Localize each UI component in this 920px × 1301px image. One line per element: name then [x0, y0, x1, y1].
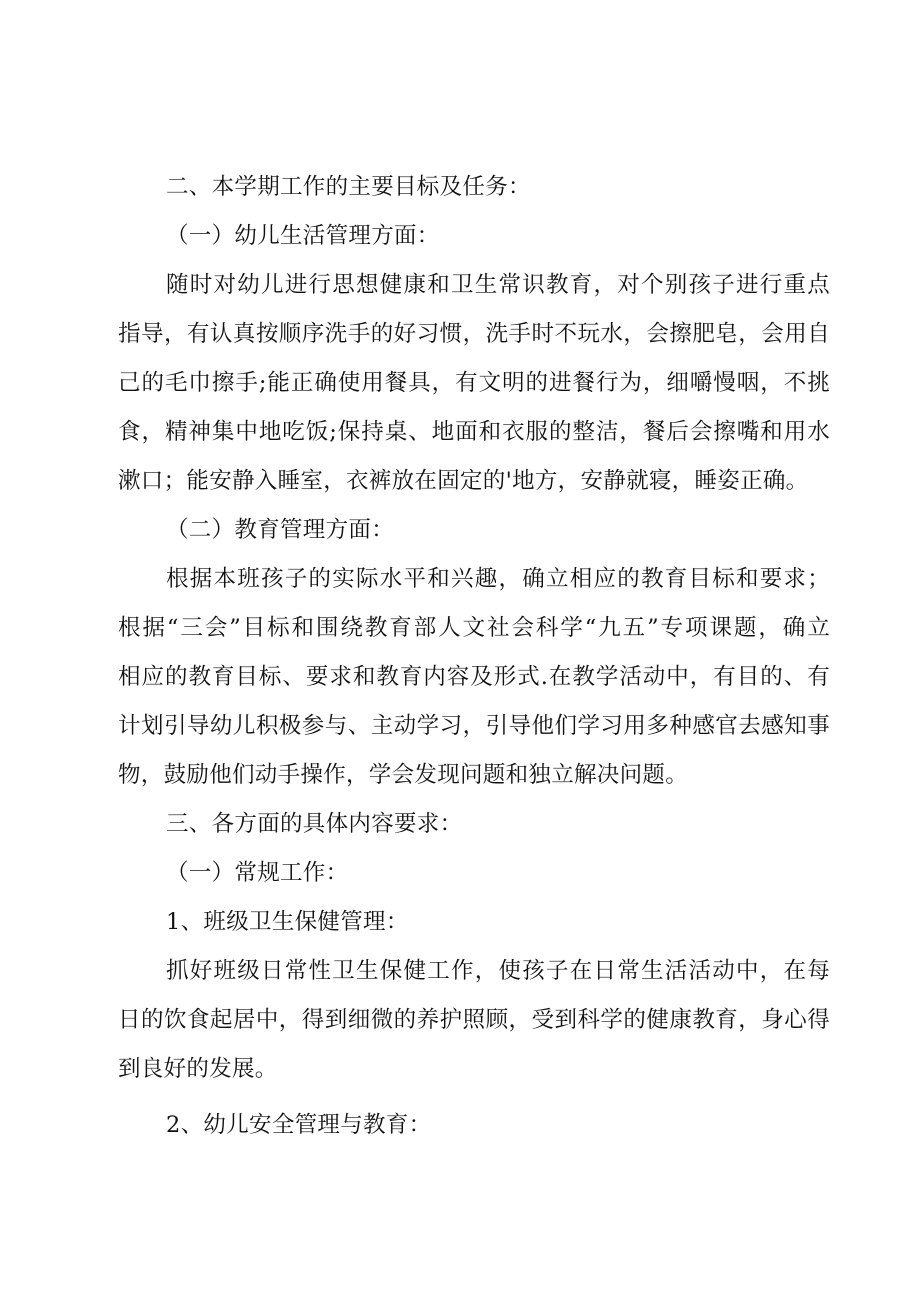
section-3-heading: 三、各方面的具体内容要求： — [166, 811, 463, 837]
paragraph-line: 到良好的发展。 — [118, 1056, 278, 1082]
subsection-life-management-heading: （一）幼儿生活管理方面： — [166, 223, 440, 249]
subsection-routine-work-heading: （一）常规工作： — [166, 860, 349, 886]
paragraph-line: 根据本班孩子的实际水平和兴趣，确立相应的教育目标和要求； — [166, 566, 830, 592]
paragraph-line: 相应的教育目标、要求和教育内容及形式.在教学活动中，有目的、有 — [118, 664, 830, 690]
paragraph-line: 随时对幼儿进行思想健康和卫生常识教育，对个别孩子进行重点 — [166, 272, 830, 298]
paragraph-line: 计划引导幼儿积极参与、主动学习，引导他们学习用多种感官去感知事 — [118, 713, 830, 739]
paragraph-line: 物，鼓励他们动手操作，学会发现问题和独立解决问题。 — [118, 762, 689, 788]
item-2-heading: 2、幼儿安全管理与教育： — [166, 1112, 432, 1138]
item-1-heading: 1、班级卫生保健管理： — [166, 909, 409, 935]
paragraph-line: 食，精神集中地吃饭;保持桌、地面和衣服的整洁，餐后会擦嘴和用水 — [118, 419, 830, 445]
paragraph-line: 日的饮食起居中，得到细微的养护照顾，受到科学的健康教育，身心得 — [118, 1007, 830, 1033]
paragraph-line: 己的毛巾擦手;能正确使用餐具，有文明的进餐行为，细嚼慢咽，不挑 — [118, 370, 830, 396]
paragraph-line: 根据“三会”目标和围绕教育部人文社会科学“九五”专项课题，确立 — [118, 615, 830, 641]
paragraph-line: 漱口；能安静入睡室，衣裤放在固定的'地方，安静就寝，睡姿正确。 — [118, 468, 809, 494]
paragraph-line: 指导，有认真按顺序洗手的好习惯，洗手时不玩水，会擦肥皂，会用自 — [118, 321, 830, 347]
section-2-heading: 二、本学期工作的主要目标及任务： — [166, 174, 531, 200]
paragraph-line: 抓好班级日常性卫生保健工作，使孩子在日常生活活动中，在每 — [166, 958, 830, 984]
subsection-education-management-heading: （二）教育管理方面： — [166, 517, 395, 543]
